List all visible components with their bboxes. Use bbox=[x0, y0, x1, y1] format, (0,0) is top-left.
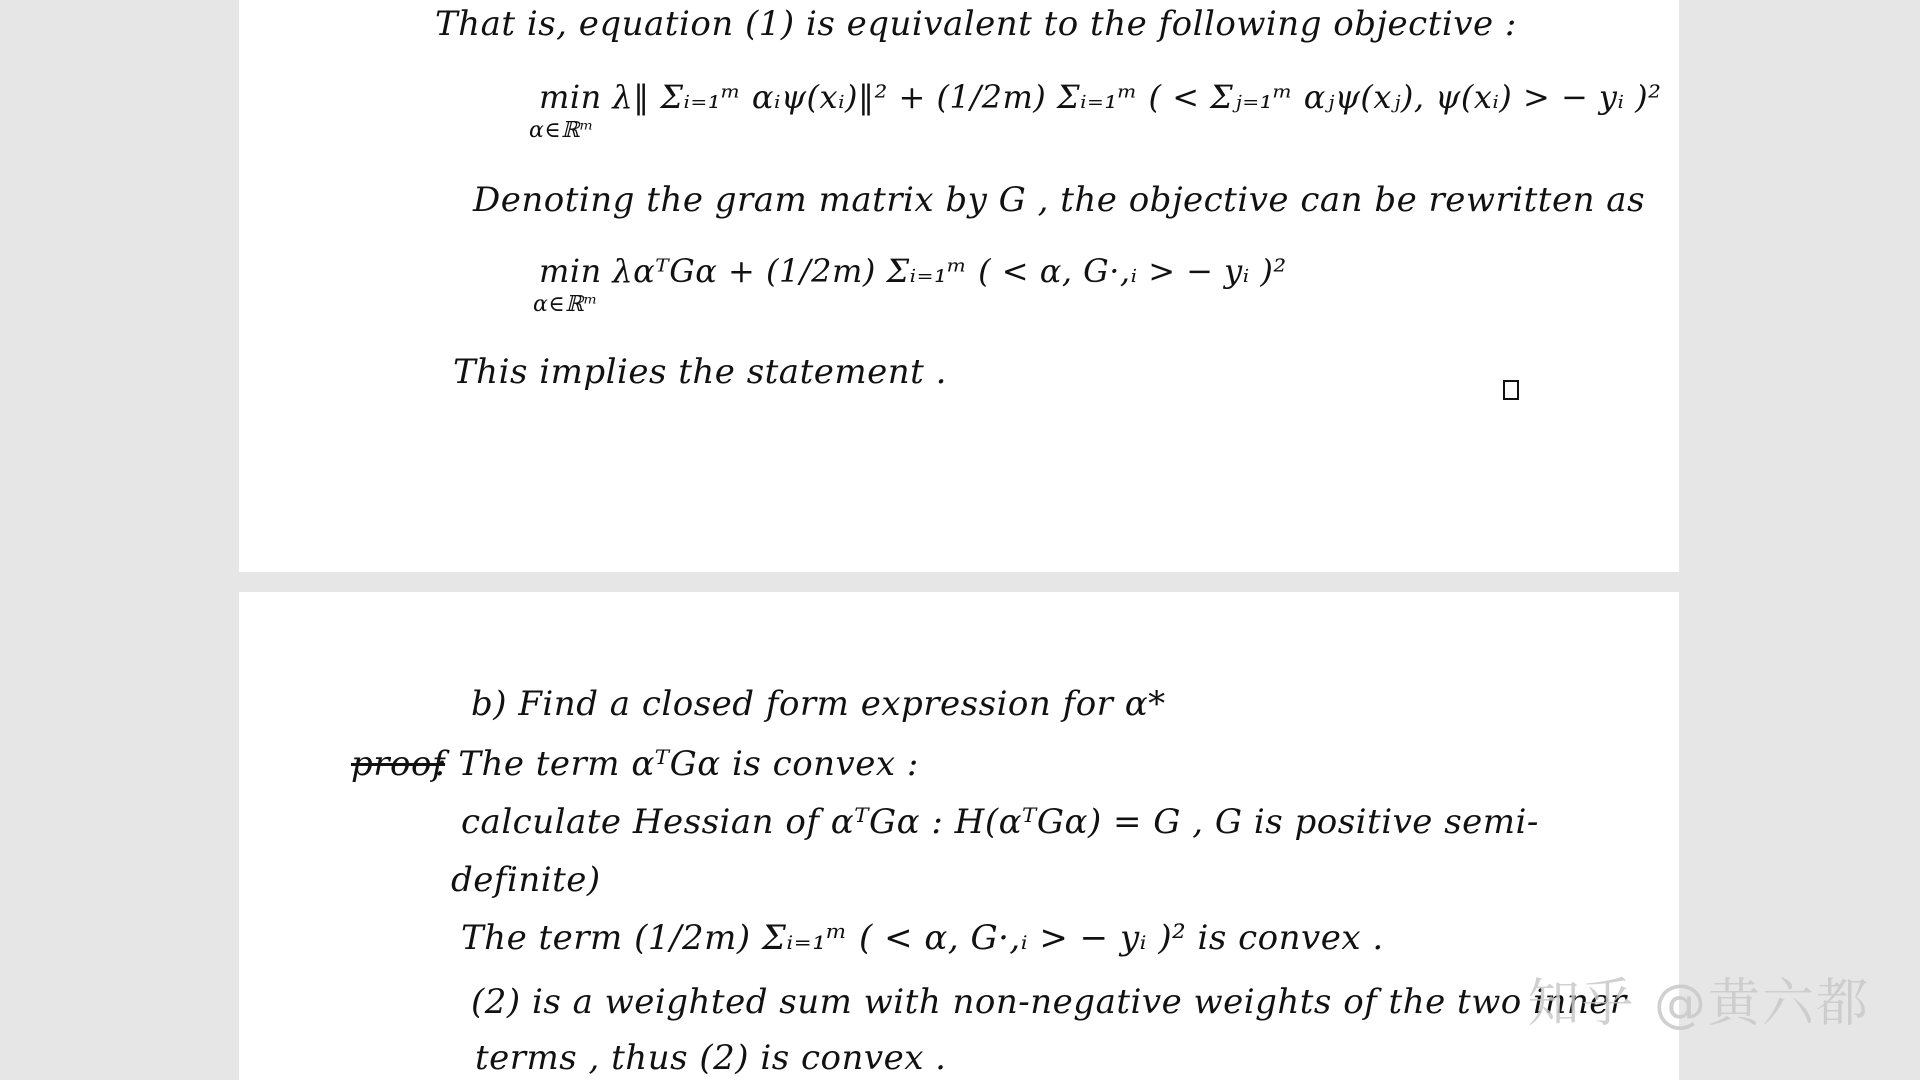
proof-label: proof bbox=[351, 744, 446, 784]
qed-box-icon bbox=[1503, 380, 1519, 400]
text-line-term-convex: : The term αᵀGα is convex : bbox=[435, 744, 919, 784]
equation-objective-2-subscript: α∈ℝᵐ bbox=[533, 292, 598, 317]
text-line-second-term-convex: The term (1/2m) Σᵢ₌₁ᵐ ( < α, G·,ᵢ > − yᵢ )² is convex . bbox=[461, 918, 1384, 958]
page-bottom bbox=[239, 592, 1679, 1080]
section-heading-b: b) Find a closed form expression for α* bbox=[471, 684, 1166, 724]
page-top bbox=[239, 0, 1679, 572]
equation-objective-1-subscript: α∈ℝᵐ bbox=[529, 118, 594, 143]
zhihu-watermark: 知乎 @黄六都 bbox=[1527, 974, 1870, 1034]
equation-objective-1: min λ‖ Σᵢ₌₁ᵐ αᵢψ(xᵢ)‖² + (1/2m) Σᵢ₌₁ᵐ ( < Σⱼ₌₁ᵐ αⱼψ(xⱼ), ψ(xᵢ) > − yᵢ )² bbox=[539, 78, 1662, 116]
text-line-definite: definite) bbox=[451, 860, 601, 900]
text-line-equivalent-objective: That is, equation (1) is equivalent to the following objective : bbox=[435, 4, 1517, 44]
text-line-implies-statement: This implies the statement . bbox=[453, 352, 947, 392]
text-line-weighted-sum: (2) is a weighted sum with non-negative weights of the two inner bbox=[471, 982, 1627, 1022]
text-line-thus-convex: terms , thus (2) is convex . bbox=[475, 1038, 947, 1078]
equation-objective-2: min λαᵀGα + (1/2m) Σᵢ₌₁ᵐ ( < α, G·,ᵢ > − yᵢ )² bbox=[539, 252, 1287, 290]
text-line-hessian: calculate Hessian of αᵀGα : H(αᵀGα) = G , G is positive semi- bbox=[461, 802, 1539, 842]
text-line-gram-matrix: Denoting the gram matrix by G , the objective can be rewritten as bbox=[473, 180, 1646, 220]
